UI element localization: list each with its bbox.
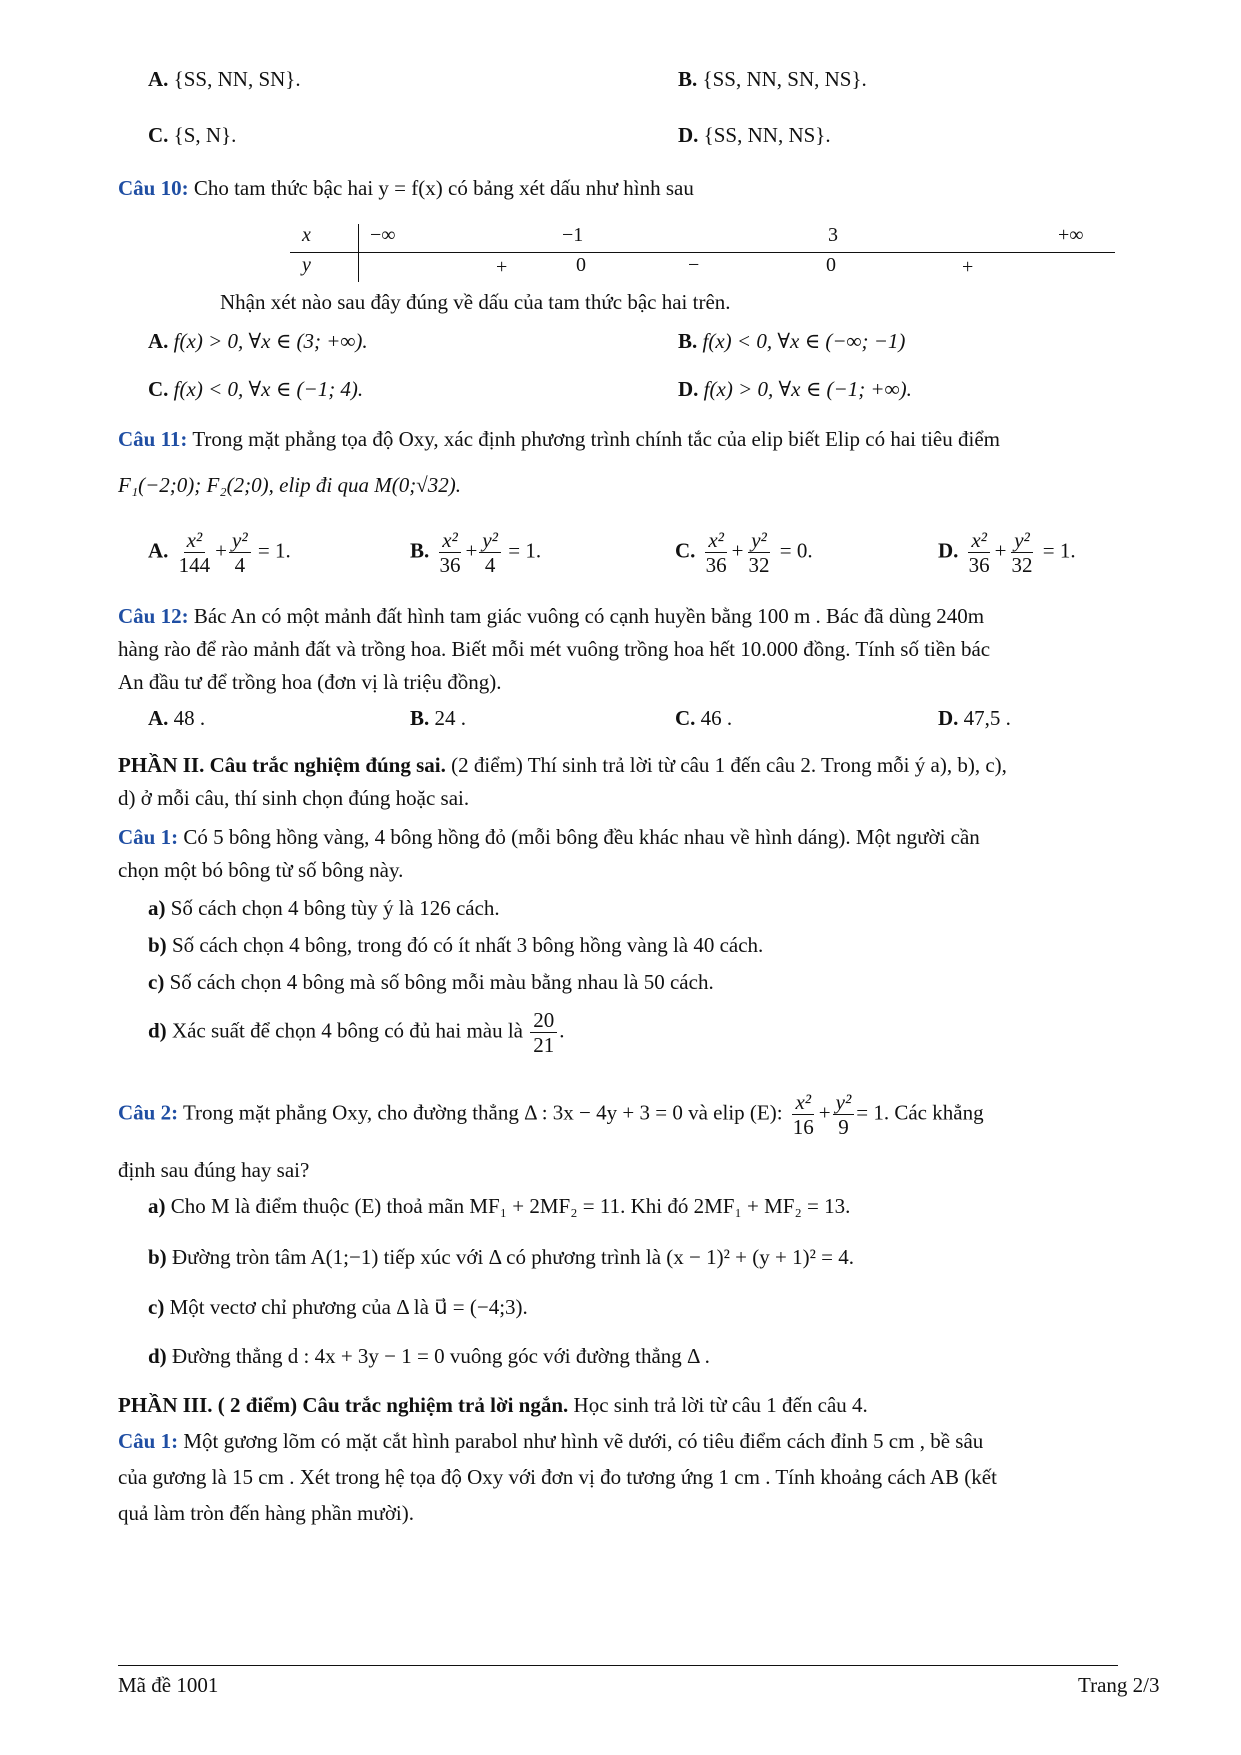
p2-q1-line-2: chọn một bó bông từ số bông này. bbox=[118, 858, 404, 882]
p2-q2-c: c) Một vectơ chỉ phương của Δ là u⃗ = (−4;3). bbox=[148, 1295, 528, 1319]
p3-q1-line-2: của gương là 15 cm . Xét trong hệ tọa độ Oxy với đơn vị đo tương ứng 1 cm . Tính khoảng cách AB (kết bbox=[118, 1465, 997, 1489]
q11-option-d: D. $\frac{\text{x²}}{36}$ + $\frac{\text{y²}}{32}$ = 1. bbox=[938, 528, 1076, 577]
table-x-value: 3 bbox=[828, 224, 838, 246]
q12-option-a: A. 48 . bbox=[148, 706, 206, 730]
table-y-value: + bbox=[962, 256, 974, 278]
q12-line-2: hàng rào để rào mảnh đất và trồng hoa. Biết mỗi mét vuông trồng hoa hết 10.000 đồng. Tính số tiền bác bbox=[118, 637, 991, 661]
p3-q1-line-3: quả làm tròn đến hàng phần mười). bbox=[118, 1501, 414, 1525]
p2-q1-a: a) Số cách chọn 4 bông tùy ý là 126 cách. bbox=[148, 896, 500, 920]
p3-q1-line-1: Câu 1: Một gương lõm có mặt cắt hình parabol như hình vẽ dưới, có tiêu điểm cách đỉnh 5 cm , bề sâu bbox=[118, 1429, 984, 1453]
sign-table-hrule bbox=[290, 252, 1115, 253]
sign-table-vrule bbox=[358, 224, 359, 282]
p2-q2-line-1: Câu 2: Trong mặt phẳng Oxy, cho đường thẳng Δ : 3x − 4y + 3 = 0 và elip (E): $\frac{\text{x²}}{16}$ + $\frac{\text{y²}}{9}$ = 1. Các khẳng bbox=[118, 1090, 984, 1139]
table-y-value: − bbox=[688, 254, 700, 276]
part2-instructions: d) ở mỗi câu, thí sinh chọn đúng hoặc sai. bbox=[118, 786, 470, 810]
q10-option-d: D. f(x) > 0, ∀x ∈ (−1; +∞). bbox=[678, 377, 912, 401]
table-x-value: −∞ bbox=[370, 224, 396, 246]
p2-q1-line-1: Câu 1: Có 5 bông hồng vàng, 4 bông hồng đỏ (mỗi bông đều khác nhau về hình dáng). Một người cần bbox=[118, 825, 980, 849]
table-x-label: x bbox=[302, 224, 311, 246]
part2-heading: PHẦN II. Câu trắc nghiệm đúng sai. (2 điểm) Thí sinh trả lời từ câu 1 đến câu 2. Trong mỗi ý a), b), c), bbox=[118, 753, 1007, 777]
p2-q1-c: c) Số cách chọn 4 bông mà số bông mỗi màu bằng nhau là 50 cách. bbox=[148, 970, 714, 994]
q9-option-c: C. {S, N}. bbox=[148, 123, 237, 147]
q9-option-a: A. {SS, NN, SN}. bbox=[148, 67, 301, 91]
q10-option-c: C. f(x) < 0, ∀x ∈ (−1; 4). bbox=[148, 377, 364, 401]
q11-option-a: A. $\frac{\text{x²}}{144}$ + $\frac{\text{y²}}{4}$ = 1. bbox=[148, 528, 291, 577]
p2-q2-d: d) Đường thẳng d : 4x + 3y − 1 = 0 vuông góc với đường thẳng Δ . bbox=[148, 1344, 710, 1368]
q12-line-1: Câu 12: Bác An có một mảnh đất hình tam giác vuông có cạnh huyền bằng 100 m . Bác đã dùng 240m bbox=[118, 604, 985, 628]
footer-exam-code: Mã đề 1001 bbox=[118, 1673, 219, 1697]
q12-option-b: B. 24 . bbox=[410, 706, 467, 730]
table-x-value: +∞ bbox=[1058, 224, 1084, 246]
q12-line-3: An đầu tư để trồng hoa (đơn vị là triệu đồng). bbox=[118, 670, 502, 694]
q11-stem: Câu 11: Trong mặt phẳng tọa độ Oxy, xác định phương trình chính tắc của elip biết Elip có hai tiêu điểm bbox=[118, 427, 1000, 451]
q10-stem: Câu 10: Cho tam thức bậc hai y = f(x) có bảng xét dấu như hình sau bbox=[118, 176, 694, 200]
q9-option-b: B. {SS, NN, SN, NS}. bbox=[678, 67, 867, 91]
q9-option-d: D. {SS, NN, NS}. bbox=[678, 123, 831, 147]
p2-q1-d: d) Xác suất để chọn 4 bông có đủ hai màu là $\frac{20}{21}$ . bbox=[148, 1008, 565, 1057]
table-x-value: −1 bbox=[562, 224, 584, 246]
footer-page-number: Trang 2/3 bbox=[1078, 1673, 1160, 1697]
q10-option-b: B. f(x) < 0, ∀x ∈ (−∞; −1) bbox=[678, 329, 906, 353]
p2-q2-a: a) Cho M là điểm thuộc (E) thoả mãn MF₁ + 2MF₂ = 11. Khi đó 2MF₁ + MF₂ = 13. bbox=[148, 1194, 851, 1218]
q11-option-c: C. $\frac{\text{x²}}{36}$ + $\frac{\text{y²}}{32}$ = 0. bbox=[675, 528, 813, 577]
table-y-value: 0 bbox=[826, 254, 836, 276]
table-y-label: y bbox=[302, 254, 311, 276]
p2-q2-line-2: định sau đúng hay sai? bbox=[118, 1158, 310, 1182]
q12-option-d: D. 47,5 . bbox=[938, 706, 1011, 730]
footer-rule bbox=[118, 1665, 1118, 1666]
q10-option-a: A. f(x) > 0, ∀x ∈ (3; +∞). bbox=[148, 329, 368, 353]
table-y-value: + bbox=[496, 256, 508, 278]
part3-heading: PHẦN III. ( 2 điểm) Câu trắc nghiệm trả lời ngắn. Học sinh trả lời từ câu 1 đến câu 4. bbox=[118, 1393, 868, 1417]
q11-option-b: B. $\frac{\text{x²}}{36}$ + $\frac{\text{y²}}{4}$ = 1. bbox=[410, 528, 542, 577]
sign-table bbox=[290, 222, 1115, 284]
q11-stem-2: F₁(−2;0); F₂(2;0), elip đi qua M(0;√32). bbox=[118, 473, 461, 497]
q12-option-c: C. 46 . bbox=[675, 706, 733, 730]
p2-q1-b: b) Số cách chọn 4 bông, trong đó có ít nhất 3 bông hồng vàng là 40 cách. bbox=[148, 933, 764, 957]
table-y-value: 0 bbox=[576, 254, 586, 276]
p2-q2-b: b) Đường tròn tâm A(1;−1) tiếp xúc với Δ có phương trình là (x − 1)² + (y + 1)² = 4. bbox=[148, 1245, 854, 1269]
q10-prompt: Nhận xét nào sau đây đúng về dấu của tam thức bậc hai trên. bbox=[220, 290, 731, 314]
